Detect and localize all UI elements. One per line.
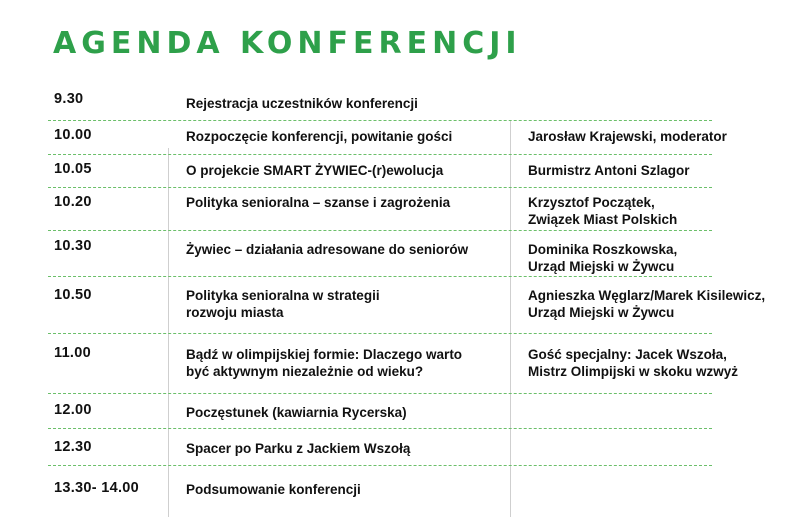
agenda-time: 10.20 (54, 194, 92, 210)
agenda-time: 10.50 (54, 287, 92, 303)
column-separator-speaker (510, 120, 511, 517)
agenda-time: 12.00 (54, 402, 92, 418)
agenda-topic: Rejestracja uczestników konferencji (186, 96, 418, 111)
row-divider (48, 154, 712, 155)
agenda-topic: Rozpoczęcie konferencji, powitanie gości (186, 129, 453, 144)
agenda-topic: rozwoju miasta (186, 305, 284, 320)
agenda-topic: Polityka senioralna w strategii (186, 288, 380, 303)
page-title: AGENDA KONFERENCJI (53, 26, 522, 61)
row-divider (48, 276, 712, 277)
agenda-time: 11.00 (54, 345, 91, 361)
row-divider (48, 333, 712, 334)
row-divider (48, 187, 712, 188)
agenda-topic: Żywiec – działania adresowane do seniorów (186, 242, 469, 257)
agenda-speaker: Jarosław Krajewski, moderator (528, 129, 727, 144)
agenda-speaker: Mistrz Olimpijski w skoku wzwyż (528, 364, 739, 379)
agenda-speaker: Agnieszka Węglarz/Marek Kisilewicz, (528, 288, 766, 303)
row-divider (48, 120, 712, 121)
row-divider (48, 230, 712, 231)
agenda-speaker: Gość specjalny: Jacek Wszoła, (528, 347, 727, 362)
agenda-time: 13.30- 14.00 (54, 480, 140, 496)
agenda-topic: Bądź w olimpijskiej formie: Dlaczego warto (186, 347, 463, 362)
agenda-speaker: Urząd Miejski w Żywcu (528, 259, 675, 274)
agenda-speaker: Dominika Roszkowska, (528, 242, 678, 257)
agenda-time: 10.30 (54, 238, 92, 254)
agenda-time: 12.30 (54, 439, 92, 455)
row-divider (48, 393, 712, 394)
agenda-time: 9.30 (54, 91, 84, 107)
agenda-topic: O projekcie SMART ŻYWIEC-(r)ewolucja (186, 163, 444, 178)
agenda-time: 10.05 (54, 161, 92, 177)
row-divider (48, 465, 712, 466)
agenda-time: 10.00 (54, 127, 92, 143)
agenda-speaker: Urząd Miejski w Żywcu (528, 305, 675, 320)
agenda-topic: Spacer po Parku z Jackiem Wszołą (186, 441, 411, 456)
row-divider (48, 428, 712, 429)
agenda-speaker: Związek Miast Polskich (528, 212, 678, 227)
agenda-speaker: Burmistrz Antoni Szlagor (528, 163, 690, 178)
agenda-topic: być aktywnym niezależnie od wieku? (186, 364, 424, 379)
agenda-topic: Podsumowanie konferencji (186, 482, 361, 497)
agenda-speaker: Krzysztof Początek, (528, 195, 655, 210)
agenda-topic: Polityka senioralna – szanse i zagrożenia (186, 195, 451, 210)
agenda-topic: Poczęstunek (kawiarnia Rycerska) (186, 405, 407, 420)
